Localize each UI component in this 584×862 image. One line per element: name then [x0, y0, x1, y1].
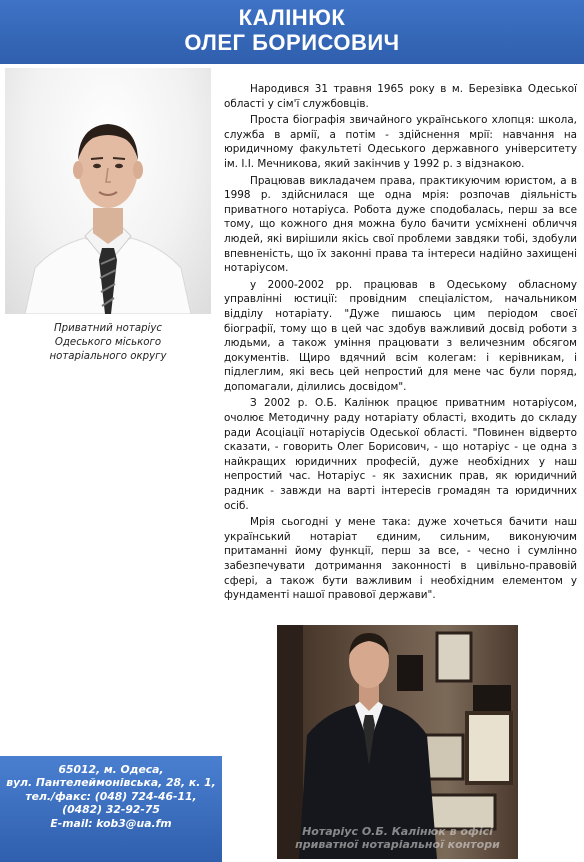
phone-fax-line: тел./факс: (048) 724-46-11,	[25, 789, 197, 803]
title-banner	[0, 0, 584, 64]
paragraph: Працював викладачем права, практикуючим юристом, а в 1998 р. здійснилася ще одна мрія: розпочав діяльність приватного нотаріуса. Робота дуже сподобалась, перш за все тому, що кожного дня можна було бачити усміхнені обличчя людей, які вирішили якісь свої проблеми завдяки тобі, здобули впевненість, що їх законні права та інтереси надійно захищені нотаріусом.	[224, 174, 577, 275]
paragraph: Проста біографія звичайного українського хлопця: школа, служба в армії, а потім - здійснення мрії: навчання на юридичному факультеті Одеського державного університету ім. І.І. Мечникова, який закінчив у 1992 р. з відзнакою.	[224, 114, 577, 170]
office-illustration	[277, 625, 518, 859]
biography-text	[224, 82, 577, 605]
caption-line: Одеського міського	[54, 337, 162, 348]
paragraph: Народився 31 травня 1965 року в м. Березівка Одеської області у сім'ї службовців.	[224, 83, 577, 110]
contact-box	[0, 756, 222, 862]
surname-title: КАЛІНЮК	[238, 5, 346, 30]
paragraph: Мрія сьогодні у мене така: дуже хочеться бачити наш український нотаріат єдиним, сильним, виконуючим притаманні йому функції, перш за все, - чесно і сумлінно забезпечувати дотримання законності в цивільно-правовій сфері, а також бути важливим і необхідним елементом у фундаменті нашої правової держави".	[224, 516, 577, 602]
given-names-title: ОЛЕГ БОРИСОВИЧ	[184, 30, 400, 55]
portrait-illustration	[5, 68, 211, 314]
phone-line: (0482) 32-92-75	[62, 803, 160, 817]
email-line: E-mail: kob3@ua.fm	[50, 816, 172, 830]
office-photo-caption	[277, 825, 518, 851]
paragraph: З 2002 р. О.Б. Калінюк працює приватним нотаріусом, очолює Методичну раду нотаріату області, входить до складу ради Асоціації нотаріусів Одеської області. "Повинен відверто сказати, - говорить Олег Борисович, - що нотаріус - це одна з найкращих юридичних професій, дуже необхідних у наш непростий час. Нотаріус - як захисник прав, як юридичний радник - завжди на варті інтересів громадян та юридичних осіб.	[224, 397, 577, 512]
photo-caption-line: Нотаріус О.Б. Калінюк в офісі	[302, 825, 493, 838]
portrait-photo	[5, 68, 211, 314]
portrait-caption	[12, 322, 204, 364]
caption-line: нотаріального округу	[49, 351, 167, 362]
office-photo	[277, 625, 518, 859]
photo-caption-line: приватної нотаріальної контори	[295, 838, 500, 851]
address-line: 65012, м. Одеса,	[58, 763, 164, 776]
paragraph: у 2000-2002 рр. працював в Одеському обласному управлінні юстиції: провідним спеціалістом, начальником відділу нотаріату. "Дуже пишаюсь цим періодом своєї біографії, тому що в цей час здобув важливий досвід роботи з людьми, а також уміння працювати з величезним обсягом документів. Щиро вдячний всім колегам: і керівникам, і підлеглим, які весь цей непростий для мене час були поряд, допомагали, ділились досвідом".	[224, 278, 577, 393]
caption-line: Приватний нотаріус	[53, 323, 163, 334]
street-line: вул. Пантелеймонівська, 28, к. 1,	[6, 776, 216, 790]
